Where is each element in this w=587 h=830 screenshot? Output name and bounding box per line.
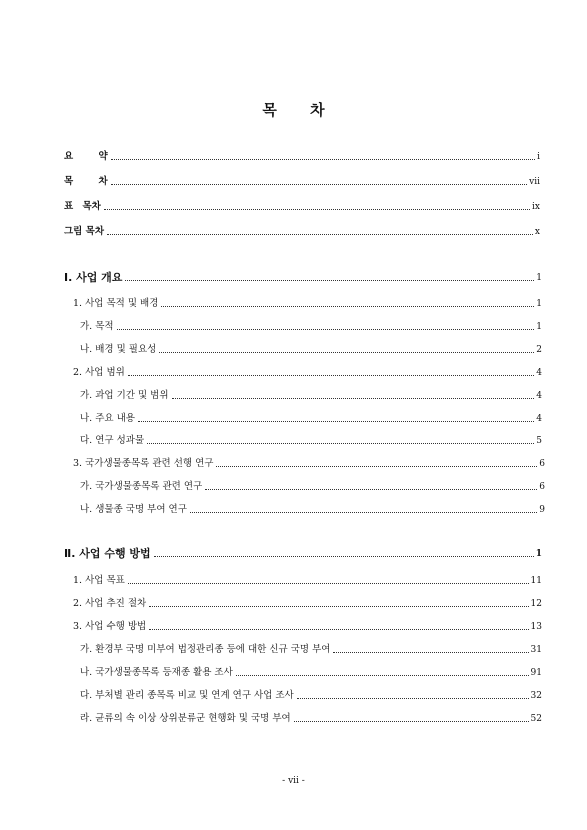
toc-entry[interactable] bbox=[80, 388, 542, 402]
toc-leader bbox=[111, 158, 535, 160]
toc-leader bbox=[128, 374, 534, 376]
toc-leader bbox=[161, 305, 534, 307]
toc-label: 다. 연구 성과물 bbox=[80, 435, 145, 446]
toc-leader bbox=[294, 720, 529, 722]
toc-entry[interactable] bbox=[80, 411, 542, 425]
toc-leader bbox=[159, 351, 534, 353]
toc-page-number: 91 bbox=[530, 668, 542, 678]
toc-label: 그림 목차 bbox=[64, 226, 105, 237]
toc-label: 3. 사업 수행 방법 bbox=[73, 621, 147, 632]
toc-label: 다. 부처별 관리 종목록 비교 및 연계 연구 사업 조사 bbox=[80, 690, 294, 701]
toc-page-number: 1 bbox=[535, 549, 542, 559]
toc-entry[interactable] bbox=[73, 296, 542, 310]
toc-entry[interactable] bbox=[73, 456, 545, 470]
toc-page-number: ix bbox=[532, 202, 540, 212]
toc-label: 가. 과업 기간 및 범위 bbox=[80, 390, 169, 401]
toc-entry-summary[interactable] bbox=[64, 149, 540, 163]
toc-page-number: 1 bbox=[536, 273, 542, 283]
toc-page-number: 5 bbox=[536, 436, 542, 446]
toc-label: 나. 국가생물종목록 등재종 활용 조사 bbox=[80, 667, 233, 678]
toc-page-number: 32 bbox=[530, 691, 542, 701]
toc-entry[interactable] bbox=[80, 342, 542, 356]
toc-label: 라. 균류의 속 이상 상위분류군 현행화 및 국명 부여 bbox=[80, 713, 291, 724]
toc-entry[interactable] bbox=[80, 502, 545, 516]
toc-entry-contents[interactable] bbox=[64, 174, 540, 188]
toc-leader bbox=[149, 628, 528, 630]
toc-page-number: 6 bbox=[539, 482, 545, 492]
toc-label: Ⅱ. 사업 수행 방법 bbox=[64, 547, 151, 560]
toc-entry[interactable] bbox=[80, 479, 545, 493]
toc-leader bbox=[172, 397, 535, 399]
toc-leader bbox=[205, 488, 537, 490]
toc-label: 나. 배경 및 필요성 bbox=[80, 344, 157, 355]
toc-entry[interactable] bbox=[73, 573, 542, 587]
toc-label: 나. 생물종 국명 부여 연구 bbox=[80, 504, 187, 515]
toc-entry[interactable] bbox=[80, 433, 542, 447]
toc-label: 1. 사업 목표 bbox=[73, 575, 125, 586]
toc-page-number: 1 bbox=[536, 322, 542, 332]
toc-leader bbox=[154, 555, 534, 557]
toc-label: 가. 목적 bbox=[80, 321, 114, 332]
toc-label: Ⅰ. 사업 개요 bbox=[64, 271, 123, 284]
toc-label: 목 차 bbox=[64, 176, 108, 187]
toc-entry[interactable] bbox=[80, 319, 542, 333]
toc-leader bbox=[111, 183, 527, 185]
toc-leader bbox=[190, 511, 537, 513]
toc-label: 2. 사업 범위 bbox=[73, 367, 125, 378]
toc-entry[interactable] bbox=[73, 365, 542, 379]
toc-leader bbox=[216, 465, 537, 467]
toc-entry-table-list[interactable] bbox=[64, 199, 540, 213]
toc-leader bbox=[128, 582, 529, 584]
toc-page-number: 6 bbox=[539, 459, 545, 469]
toc-leader bbox=[125, 279, 534, 281]
toc-page-number: 31 bbox=[530, 645, 542, 655]
toc-section-1[interactable] bbox=[64, 270, 542, 284]
toc-leader bbox=[117, 328, 535, 330]
toc-page-number: 9 bbox=[539, 505, 545, 515]
toc-entry[interactable] bbox=[73, 619, 542, 633]
toc-page-number: 52 bbox=[530, 714, 542, 724]
toc-label: 표 목차 bbox=[64, 201, 101, 212]
toc-page-number: 4 bbox=[536, 414, 542, 424]
toc-label: 1. 사업 목적 및 배경 bbox=[73, 298, 159, 309]
toc-leader bbox=[138, 420, 534, 422]
toc-page-number: 4 bbox=[536, 391, 542, 401]
page-title: 목 차 bbox=[262, 101, 339, 119]
toc-leader bbox=[333, 651, 528, 653]
toc-label: 요 약 bbox=[64, 151, 108, 162]
page-footer: - vii - bbox=[282, 776, 305, 786]
toc-entry[interactable] bbox=[73, 596, 542, 610]
toc-page-number: vii bbox=[529, 177, 540, 187]
toc-label: 가. 국가생물종목록 관련 연구 bbox=[80, 481, 203, 492]
toc-leader bbox=[104, 208, 530, 210]
toc-section-2[interactable] bbox=[64, 546, 542, 560]
toc-entry[interactable] bbox=[80, 711, 542, 725]
toc-leader bbox=[147, 442, 534, 444]
toc-leader bbox=[107, 233, 533, 235]
toc-leader bbox=[236, 674, 529, 676]
toc-label: 2. 사업 추진 절차 bbox=[73, 598, 147, 609]
toc-page-number: 12 bbox=[530, 599, 542, 609]
toc-page-number: 1 bbox=[536, 299, 542, 309]
toc-label: 가. 환경부 국명 미부여 법정관리종 등에 대한 신규 국명 부여 bbox=[80, 644, 331, 655]
toc-page-number: 11 bbox=[530, 576, 542, 586]
toc-label: 3. 국가생물종목록 관련 선행 연구 bbox=[73, 458, 214, 469]
toc-entry-figure-list[interactable] bbox=[64, 224, 540, 238]
toc-page-number: 13 bbox=[530, 622, 542, 632]
toc-page-number: x bbox=[534, 227, 540, 237]
toc-page-number: 4 bbox=[536, 368, 542, 378]
toc-label: 나. 주요 내용 bbox=[80, 413, 135, 424]
toc-entry[interactable] bbox=[80, 688, 542, 702]
toc-entry[interactable] bbox=[80, 665, 542, 679]
toc-page-number: i bbox=[537, 152, 540, 162]
toc-leader bbox=[297, 697, 529, 699]
toc-entry[interactable] bbox=[80, 642, 542, 656]
toc-page-number: 2 bbox=[536, 345, 542, 355]
toc-leader bbox=[149, 605, 528, 607]
